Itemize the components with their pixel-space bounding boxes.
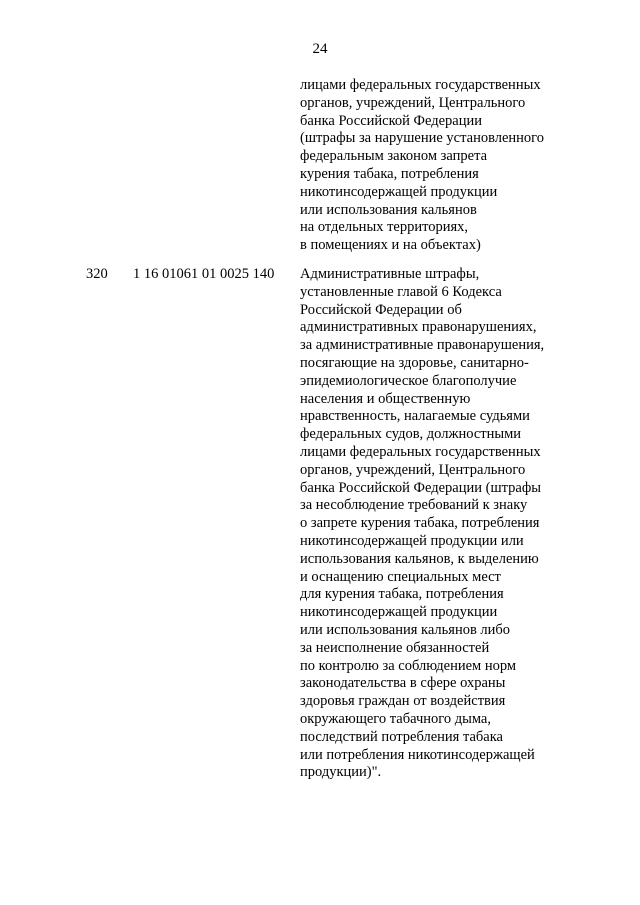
text-line: органов, учреждений, Центрального — [300, 461, 526, 478]
text-line: или потребления никотинсодержащей — [300, 746, 535, 763]
text-line: продукции)". — [300, 764, 382, 781]
text-line: административных правонарушениях, — [300, 319, 537, 336]
text-line: банка Российской Федерации (штрафы — [300, 479, 541, 496]
text-line: последствий потребления табака — [300, 728, 503, 745]
text-line: (штрафы за нарушение установленного — [300, 130, 545, 147]
text-line: никотинсодержащей продукции — [300, 604, 498, 621]
text-line: эпидемиологическое благополучие — [300, 372, 517, 389]
text-line: законодательства в сфере охраны — [300, 675, 506, 692]
text-line: окружающего табачного дыма, — [300, 710, 491, 727]
text-line: никотинсодержащей продукции или — [300, 532, 524, 549]
text-line: за несоблюдение требований к знаку — [300, 497, 528, 514]
text-line: здоровья граждан от воздействия — [300, 693, 506, 710]
text-line: за неисполнение обязанностей — [300, 639, 490, 656]
row-description — [300, 266, 620, 782]
text-line: курения табака, потребления — [300, 165, 479, 182]
text-line: и оснащению специальных мест — [300, 568, 501, 585]
text-line: посягающие на здоровье, санитарно- — [300, 354, 529, 371]
text-line: в помещениях и на объектах) — [300, 237, 481, 254]
text-line: установленные главой 6 Кодекса — [300, 283, 502, 300]
continuation-text — [300, 77, 620, 255]
text-line: лицами федеральных государственных — [300, 77, 541, 93]
text-line: федеральных судов, должностными — [300, 426, 522, 443]
text-line: Российской Федерации об — [300, 301, 462, 318]
text-line: никотинсодержащей продукции — [300, 183, 498, 200]
text-line: федеральным законом запрета — [300, 148, 488, 165]
admin-code: 320 — [86, 266, 108, 282]
text-line: Административные штрафы, — [300, 266, 480, 282]
budget-classification-code: 1 16 01061 01 0025 140 — [133, 266, 275, 282]
text-line: использования кальянов, к выделению — [300, 550, 539, 567]
text-line: по контролю за соблюдением норм — [300, 657, 517, 674]
text-line: на отдельных территориях, — [300, 219, 469, 236]
text-line: за административные правонарушения, — [300, 337, 545, 354]
text-line: лицами федеральных государственных — [300, 443, 541, 460]
text-line: населения и общественную — [300, 390, 471, 407]
text-line: банка Российской Федерации — [300, 112, 483, 129]
text-line: или использования кальянов либо — [300, 621, 511, 638]
page-number: 24 — [312, 41, 328, 57]
text-line: для курения табака, потребления — [300, 586, 504, 603]
text-line: или использования кальянов — [300, 201, 477, 218]
text-line: нравственность, налагаемые судьями — [300, 408, 530, 425]
text-line: органов, учреждений, Центрального — [300, 94, 526, 111]
text-line: о запрете курения табака, потребления — [300, 515, 540, 532]
